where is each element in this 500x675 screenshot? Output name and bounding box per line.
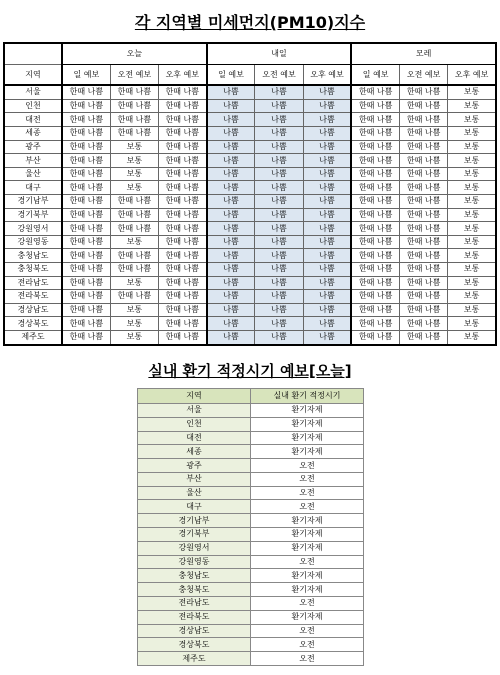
ventilation-value-cell: 환기자제: [251, 404, 364, 418]
forecast-value-cell: 한때 나쁨: [400, 276, 448, 290]
table-row: [4, 167, 496, 181]
forecast-value-cell: 한때 나쁨: [62, 222, 110, 236]
table-row: [4, 276, 496, 290]
forecast-value-cell: 나쁨: [207, 276, 255, 290]
forecast-value-cell: 나쁨: [255, 317, 303, 331]
table-row: [4, 330, 496, 345]
page-title: 각 지역별 미세먼지(PM10)지수: [134, 13, 366, 32]
table-row: [138, 445, 364, 459]
forecast-value-cell: 한때 나쁨: [110, 208, 158, 222]
forecast-value-cell: 한때 나쁨: [110, 290, 158, 304]
ventilation-value-cell: 환기자제: [251, 528, 364, 542]
forecast-value-cell: 보통: [110, 167, 158, 181]
forecast-value-cell: 나쁨: [255, 99, 303, 113]
forecast-value-cell: 나쁨: [303, 317, 351, 331]
forecast-value-cell: 한때 나쁨: [400, 140, 448, 154]
ventilation-region-cell: 강원영동: [138, 555, 251, 569]
forecast-region-cell: 부산: [4, 154, 62, 168]
forecast-value-cell: 나쁨: [207, 99, 255, 113]
forecast-value-cell: 나쁨: [303, 127, 351, 141]
forecast-value-cell: 나쁨: [303, 99, 351, 113]
forecast-corner-cell: [4, 43, 62, 65]
forecast-value-cell: 한때 나쁨: [62, 181, 110, 195]
forecast-value-cell: 나쁨: [207, 113, 255, 127]
table-row: [138, 514, 364, 528]
forecast-value-cell: 나쁨: [207, 235, 255, 249]
forecast-value-cell: 보통: [448, 99, 496, 113]
forecast-value-cell: 한때 나쁨: [110, 113, 158, 127]
forecast-value-cell: 나쁨: [207, 290, 255, 304]
ventilation-region-cell: 광주: [138, 459, 251, 473]
ventilation-header-cell: 실내 환기 적정시기: [251, 389, 364, 404]
forecast-value-cell: 나쁨: [255, 303, 303, 317]
ventilation-region-cell: 울산: [138, 486, 251, 500]
table-row: [138, 638, 364, 652]
pm10-forecast-table: [3, 42, 497, 346]
forecast-value-cell: 보통: [110, 181, 158, 195]
ventilation-value-cell: 환기자제: [251, 514, 364, 528]
forecast-value-cell: 보통: [448, 127, 496, 141]
forecast-value-cell: 한때 나쁨: [400, 249, 448, 263]
forecast-value-cell: 나쁨: [303, 167, 351, 181]
ventilation-region-cell: 전라북도: [138, 610, 251, 624]
forecast-value-cell: 한때 나쁨: [351, 249, 399, 263]
forecast-slot-header: 일 예보: [62, 65, 110, 86]
forecast-day-header: 오늘: [62, 43, 207, 65]
forecast-value-cell: 나쁨: [255, 290, 303, 304]
forecast-value-cell: 나쁨: [255, 262, 303, 276]
ventilation-region-cell: 대전: [138, 431, 251, 445]
forecast-value-cell: 한때 나쁨: [351, 303, 399, 317]
forecast-region-cell: 경상남도: [4, 303, 62, 317]
forecast-value-cell: 나쁨: [303, 195, 351, 209]
forecast-value-cell: 보통: [448, 290, 496, 304]
forecast-slot-header: 오후 예보: [303, 65, 351, 86]
forecast-value-cell: 나쁨: [255, 249, 303, 263]
forecast-region-cell: 강원영서: [4, 222, 62, 236]
forecast-value-cell: 한때 나쁨: [158, 222, 206, 236]
ventilation-title: 실내 환기 적정시기 예보[오늘]: [148, 362, 352, 380]
forecast-region-cell: 경기남부: [4, 195, 62, 209]
table-row: [138, 528, 364, 542]
forecast-slot-header: 오후 예보: [448, 65, 496, 86]
forecast-value-cell: 나쁨: [303, 330, 351, 345]
forecast-value-cell: 한때 나쁨: [158, 85, 206, 99]
ventilation-region-cell: 경기북부: [138, 528, 251, 542]
forecast-value-cell: 한때 나쁨: [110, 127, 158, 141]
forecast-value-cell: 한때 나쁨: [158, 262, 206, 276]
forecast-value-cell: 한때 나쁨: [400, 317, 448, 331]
forecast-value-cell: 한때 나쁨: [62, 195, 110, 209]
forecast-slot-header: 오전 예보: [110, 65, 158, 86]
ventilation-value-cell: 오전: [251, 652, 364, 666]
forecast-region-cell: 제주도: [4, 330, 62, 345]
ventilation-region-cell: 인천: [138, 417, 251, 431]
table-row: [138, 652, 364, 666]
forecast-value-cell: 한때 나쁨: [110, 195, 158, 209]
forecast-region-cell: 대구: [4, 181, 62, 195]
forecast-value-cell: 한때 나쁨: [351, 262, 399, 276]
forecast-value-cell: 한때 나쁨: [351, 276, 399, 290]
forecast-value-cell: 나쁨: [303, 262, 351, 276]
table-row: [4, 140, 496, 154]
forecast-value-cell: 한때 나쁨: [110, 222, 158, 236]
table-row: [4, 235, 496, 249]
forecast-value-cell: 한때 나쁨: [62, 276, 110, 290]
forecast-value-cell: 나쁨: [255, 181, 303, 195]
forecast-value-cell: 나쁨: [207, 195, 255, 209]
forecast-value-cell: 나쁨: [303, 290, 351, 304]
forecast-region-header: 지역: [4, 65, 62, 86]
forecast-slot-header: 오전 예보: [255, 65, 303, 86]
forecast-value-cell: 한때 나쁨: [400, 262, 448, 276]
forecast-value-cell: 보통: [110, 235, 158, 249]
ventilation-region-cell: 경상남도: [138, 624, 251, 638]
forecast-region-cell: 충청북도: [4, 262, 62, 276]
ventilation-region-cell: 경상북도: [138, 638, 251, 652]
forecast-value-cell: 한때 나쁨: [158, 167, 206, 181]
forecast-value-cell: 한때 나쁨: [62, 290, 110, 304]
ventilation-region-cell: 제주도: [138, 652, 251, 666]
forecast-region-cell: 전라북도: [4, 290, 62, 304]
forecast-value-cell: 나쁨: [303, 276, 351, 290]
forecast-value-cell: 나쁨: [303, 85, 351, 99]
forecast-value-cell: 한때 나쁨: [158, 303, 206, 317]
forecast-slot-header: 일 예보: [351, 65, 399, 86]
forecast-value-cell: 한때 나쁨: [400, 290, 448, 304]
table-row: [4, 154, 496, 168]
forecast-region-cell: 울산: [4, 167, 62, 181]
forecast-value-cell: 한때 나쁨: [400, 222, 448, 236]
ventilation-region-cell: 서울: [138, 404, 251, 418]
table-row: [4, 249, 496, 263]
forecast-value-cell: 한때 나쁨: [62, 113, 110, 127]
forecast-value-cell: 나쁨: [255, 330, 303, 345]
table-row: [138, 569, 364, 583]
forecast-value-cell: 한때 나쁨: [400, 85, 448, 99]
forecast-value-cell: 한때 나쁨: [351, 85, 399, 99]
forecast-value-cell: 한때 나쁨: [351, 195, 399, 209]
forecast-value-cell: 한때 나쁨: [158, 290, 206, 304]
forecast-value-cell: 한때 나쁨: [400, 208, 448, 222]
ventilation-region-cell: 강원영서: [138, 541, 251, 555]
forecast-value-cell: 한때 나쁨: [351, 99, 399, 113]
table-row: [138, 472, 364, 486]
table-row: [138, 500, 364, 514]
forecast-value-cell: 보통: [448, 208, 496, 222]
forecast-value-cell: 한때 나쁨: [62, 303, 110, 317]
forecast-value-cell: 한때 나쁨: [351, 330, 399, 345]
table-row: [4, 85, 496, 99]
table-row: [4, 222, 496, 236]
forecast-value-cell: 한때 나쁨: [110, 85, 158, 99]
forecast-value-cell: 한때 나쁨: [158, 208, 206, 222]
ventilation-region-cell: 충청북도: [138, 583, 251, 597]
forecast-value-cell: 보통: [448, 235, 496, 249]
forecast-value-cell: 보통: [110, 303, 158, 317]
forecast-value-cell: 한때 나쁨: [400, 167, 448, 181]
table-row: [4, 127, 496, 141]
forecast-day-header-row: [4, 43, 496, 65]
forecast-value-cell: 나쁨: [303, 181, 351, 195]
forecast-value-cell: 한때 나쁨: [62, 330, 110, 345]
forecast-value-cell: 한때 나쁨: [62, 235, 110, 249]
forecast-value-cell: 한때 나쁨: [400, 127, 448, 141]
table-row: [4, 113, 496, 127]
forecast-value-cell: 나쁨: [207, 330, 255, 345]
forecast-value-cell: 한때 나쁨: [158, 317, 206, 331]
forecast-value-cell: 한때 나쁨: [351, 208, 399, 222]
table-row: [138, 541, 364, 555]
ventilation-region-cell: 세종: [138, 445, 251, 459]
forecast-value-cell: 한때 나쁨: [400, 99, 448, 113]
ventilation-value-cell: 오전: [251, 555, 364, 569]
ventilation-value-cell: 오전: [251, 459, 364, 473]
forecast-value-cell: 한때 나쁨: [400, 181, 448, 195]
forecast-value-cell: 한때 나쁨: [351, 235, 399, 249]
forecast-value-cell: 한때 나쁨: [400, 330, 448, 345]
forecast-value-cell: 나쁨: [255, 235, 303, 249]
forecast-value-cell: 한때 나쁨: [62, 317, 110, 331]
table-row: [138, 417, 364, 431]
forecast-value-cell: 나쁨: [303, 249, 351, 263]
forecast-value-cell: 한때 나쁨: [351, 181, 399, 195]
table-row: [138, 596, 364, 610]
table-row: [4, 290, 496, 304]
forecast-value-cell: 나쁨: [207, 181, 255, 195]
forecast-day-header: 내일: [207, 43, 352, 65]
forecast-value-cell: 한때 나쁨: [351, 222, 399, 236]
forecast-region-cell: 세종: [4, 127, 62, 141]
forecast-value-cell: 한때 나쁨: [351, 167, 399, 181]
table-row: [4, 303, 496, 317]
forecast-value-cell: 한때 나쁨: [400, 195, 448, 209]
forecast-value-cell: 한때 나쁨: [62, 167, 110, 181]
table-row: [138, 555, 364, 569]
ventilation-value-cell: 오전: [251, 486, 364, 500]
forecast-value-cell: 나쁨: [255, 276, 303, 290]
forecast-value-cell: 나쁨: [207, 303, 255, 317]
forecast-value-cell: 한때 나쁨: [158, 127, 206, 141]
forecast-region-cell: 충청남도: [4, 249, 62, 263]
forecast-value-cell: 나쁨: [303, 208, 351, 222]
forecast-value-cell: 보통: [448, 303, 496, 317]
forecast-value-cell: 한때 나쁨: [158, 181, 206, 195]
forecast-value-cell: 나쁨: [255, 167, 303, 181]
forecast-value-cell: 나쁨: [255, 195, 303, 209]
forecast-value-cell: 보통: [448, 85, 496, 99]
forecast-value-cell: 한때 나쁨: [351, 140, 399, 154]
forecast-value-cell: 한때 나쁨: [158, 113, 206, 127]
forecast-value-cell: 한때 나쁨: [351, 127, 399, 141]
forecast-value-cell: 한때 나쁨: [110, 262, 158, 276]
forecast-value-cell: 보통: [448, 317, 496, 331]
table-row: [4, 181, 496, 195]
forecast-region-cell: 전라남도: [4, 276, 62, 290]
forecast-value-cell: 나쁨: [303, 222, 351, 236]
ventilation-header-row: [138, 389, 364, 404]
table-row: [138, 459, 364, 473]
forecast-value-cell: 한때 나쁨: [158, 276, 206, 290]
ventilation-value-cell: 환기자제: [251, 431, 364, 445]
forecast-value-cell: 보통: [448, 167, 496, 181]
ventilation-value-cell: 환기자제: [251, 417, 364, 431]
forecast-value-cell: 한때 나쁨: [110, 99, 158, 113]
ventilation-value-cell: 환기자제: [251, 569, 364, 583]
ventilation-value-cell: 오전: [251, 472, 364, 486]
forecast-value-cell: 한때 나쁨: [158, 235, 206, 249]
forecast-value-cell: 나쁨: [255, 127, 303, 141]
forecast-value-cell: 한때 나쁨: [110, 249, 158, 263]
forecast-region-cell: 광주: [4, 140, 62, 154]
forecast-value-cell: 보통: [110, 154, 158, 168]
forecast-value-cell: 나쁨: [255, 85, 303, 99]
forecast-value-cell: 한때 나쁨: [158, 140, 206, 154]
forecast-value-cell: 보통: [448, 249, 496, 263]
forecast-value-cell: 한때 나쁨: [351, 290, 399, 304]
forecast-value-cell: 보통: [448, 262, 496, 276]
forecast-region-cell: 인천: [4, 99, 62, 113]
forecast-value-cell: 나쁨: [255, 154, 303, 168]
forecast-value-cell: 나쁨: [255, 113, 303, 127]
forecast-value-cell: 한때 나쁨: [400, 235, 448, 249]
ventilation-value-cell: 오전: [251, 638, 364, 652]
forecast-day-header: 모레: [351, 43, 496, 65]
forecast-value-cell: 한때 나쁨: [400, 113, 448, 127]
forecast-value-cell: 한때 나쁨: [62, 99, 110, 113]
forecast-value-cell: 나쁨: [303, 154, 351, 168]
table-row: [138, 404, 364, 418]
ventilation-value-cell: 오전: [251, 500, 364, 514]
table-row: [138, 431, 364, 445]
table-row: [138, 624, 364, 638]
forecast-slot-header: 일 예보: [207, 65, 255, 86]
table-row: [4, 195, 496, 209]
ventilation-value-cell: 오전: [251, 624, 364, 638]
forecast-value-cell: 나쁨: [303, 140, 351, 154]
forecast-value-cell: 한때 나쁨: [62, 154, 110, 168]
table-row: [4, 262, 496, 276]
forecast-value-cell: 나쁨: [303, 235, 351, 249]
forecast-value-cell: 한때 나쁨: [62, 85, 110, 99]
ventilation-value-cell: 환기자제: [251, 445, 364, 459]
forecast-value-cell: 나쁨: [303, 303, 351, 317]
ventilation-value-cell: 환기자제: [251, 610, 364, 624]
forecast-value-cell: 보통: [448, 330, 496, 345]
forecast-value-cell: 보통: [448, 113, 496, 127]
forecast-value-cell: 한때 나쁨: [158, 330, 206, 345]
ventilation-table: [137, 388, 364, 666]
forecast-value-cell: 한때 나쁨: [158, 249, 206, 263]
forecast-value-cell: 한때 나쁨: [62, 127, 110, 141]
forecast-value-cell: 한때 나쁨: [400, 154, 448, 168]
forecast-value-cell: 한때 나쁨: [62, 140, 110, 154]
ventilation-header-cell: 지역: [138, 389, 251, 404]
table-row: [4, 208, 496, 222]
forecast-value-cell: 보통: [110, 140, 158, 154]
ventilation-value-cell: 오전: [251, 596, 364, 610]
ventilation-region-cell: 충청남도: [138, 569, 251, 583]
forecast-value-cell: 나쁨: [207, 249, 255, 263]
forecast-value-cell: 보통: [448, 222, 496, 236]
forecast-value-cell: 한때 나쁨: [351, 154, 399, 168]
ventilation-value-cell: 환기자제: [251, 541, 364, 555]
table-row: [138, 610, 364, 624]
forecast-value-cell: 보통: [448, 140, 496, 154]
ventilation-region-cell: 경기남부: [138, 514, 251, 528]
forecast-value-cell: 나쁨: [207, 222, 255, 236]
forecast-value-cell: 한때 나쁨: [62, 208, 110, 222]
forecast-value-cell: 나쁨: [255, 222, 303, 236]
forecast-value-cell: 한때 나쁨: [62, 262, 110, 276]
forecast-value-cell: 나쁨: [207, 140, 255, 154]
forecast-region-cell: 경기북부: [4, 208, 62, 222]
forecast-region-cell: 대전: [4, 113, 62, 127]
forecast-value-cell: 나쁨: [207, 317, 255, 331]
forecast-value-cell: 나쁨: [207, 167, 255, 181]
forecast-slot-header: 오후 예보: [158, 65, 206, 86]
forecast-value-cell: 나쁨: [207, 208, 255, 222]
table-row: [4, 99, 496, 113]
forecast-region-cell: 경상북도: [4, 317, 62, 331]
forecast-value-cell: 나쁨: [255, 140, 303, 154]
ventilation-region-cell: 전라남도: [138, 596, 251, 610]
ventilation-region-cell: 부산: [138, 472, 251, 486]
forecast-value-cell: 한때 나쁨: [158, 154, 206, 168]
ventilation-value-cell: 환기자제: [251, 583, 364, 597]
forecast-value-cell: 보통: [110, 276, 158, 290]
forecast-value-cell: 한때 나쁨: [351, 113, 399, 127]
forecast-slot-header-row: [4, 65, 496, 86]
forecast-value-cell: 보통: [448, 181, 496, 195]
forecast-value-cell: 한때 나쁨: [158, 195, 206, 209]
forecast-value-cell: 보통: [448, 276, 496, 290]
forecast-value-cell: 보통: [448, 154, 496, 168]
forecast-value-cell: 한때 나쁨: [158, 99, 206, 113]
forecast-slot-header: 오전 예보: [400, 65, 448, 86]
forecast-value-cell: 나쁨: [207, 154, 255, 168]
ventilation-region-cell: 대구: [138, 500, 251, 514]
forecast-value-cell: 보통: [448, 195, 496, 209]
table-row: [4, 317, 496, 331]
forecast-region-cell: 강원영동: [4, 235, 62, 249]
forecast-value-cell: 나쁨: [255, 208, 303, 222]
forecast-value-cell: 나쁨: [207, 127, 255, 141]
forecast-value-cell: 보통: [110, 317, 158, 331]
forecast-value-cell: 나쁨: [207, 262, 255, 276]
forecast-value-cell: 나쁨: [303, 113, 351, 127]
forecast-value-cell: 보통: [110, 330, 158, 345]
forecast-value-cell: 한때 나쁨: [400, 303, 448, 317]
forecast-value-cell: 한때 나쁨: [62, 249, 110, 263]
forecast-value-cell: 나쁨: [207, 85, 255, 99]
forecast-region-cell: 서울: [4, 85, 62, 99]
table-row: [138, 583, 364, 597]
forecast-value-cell: 한때 나쁨: [351, 317, 399, 331]
table-row: [138, 486, 364, 500]
